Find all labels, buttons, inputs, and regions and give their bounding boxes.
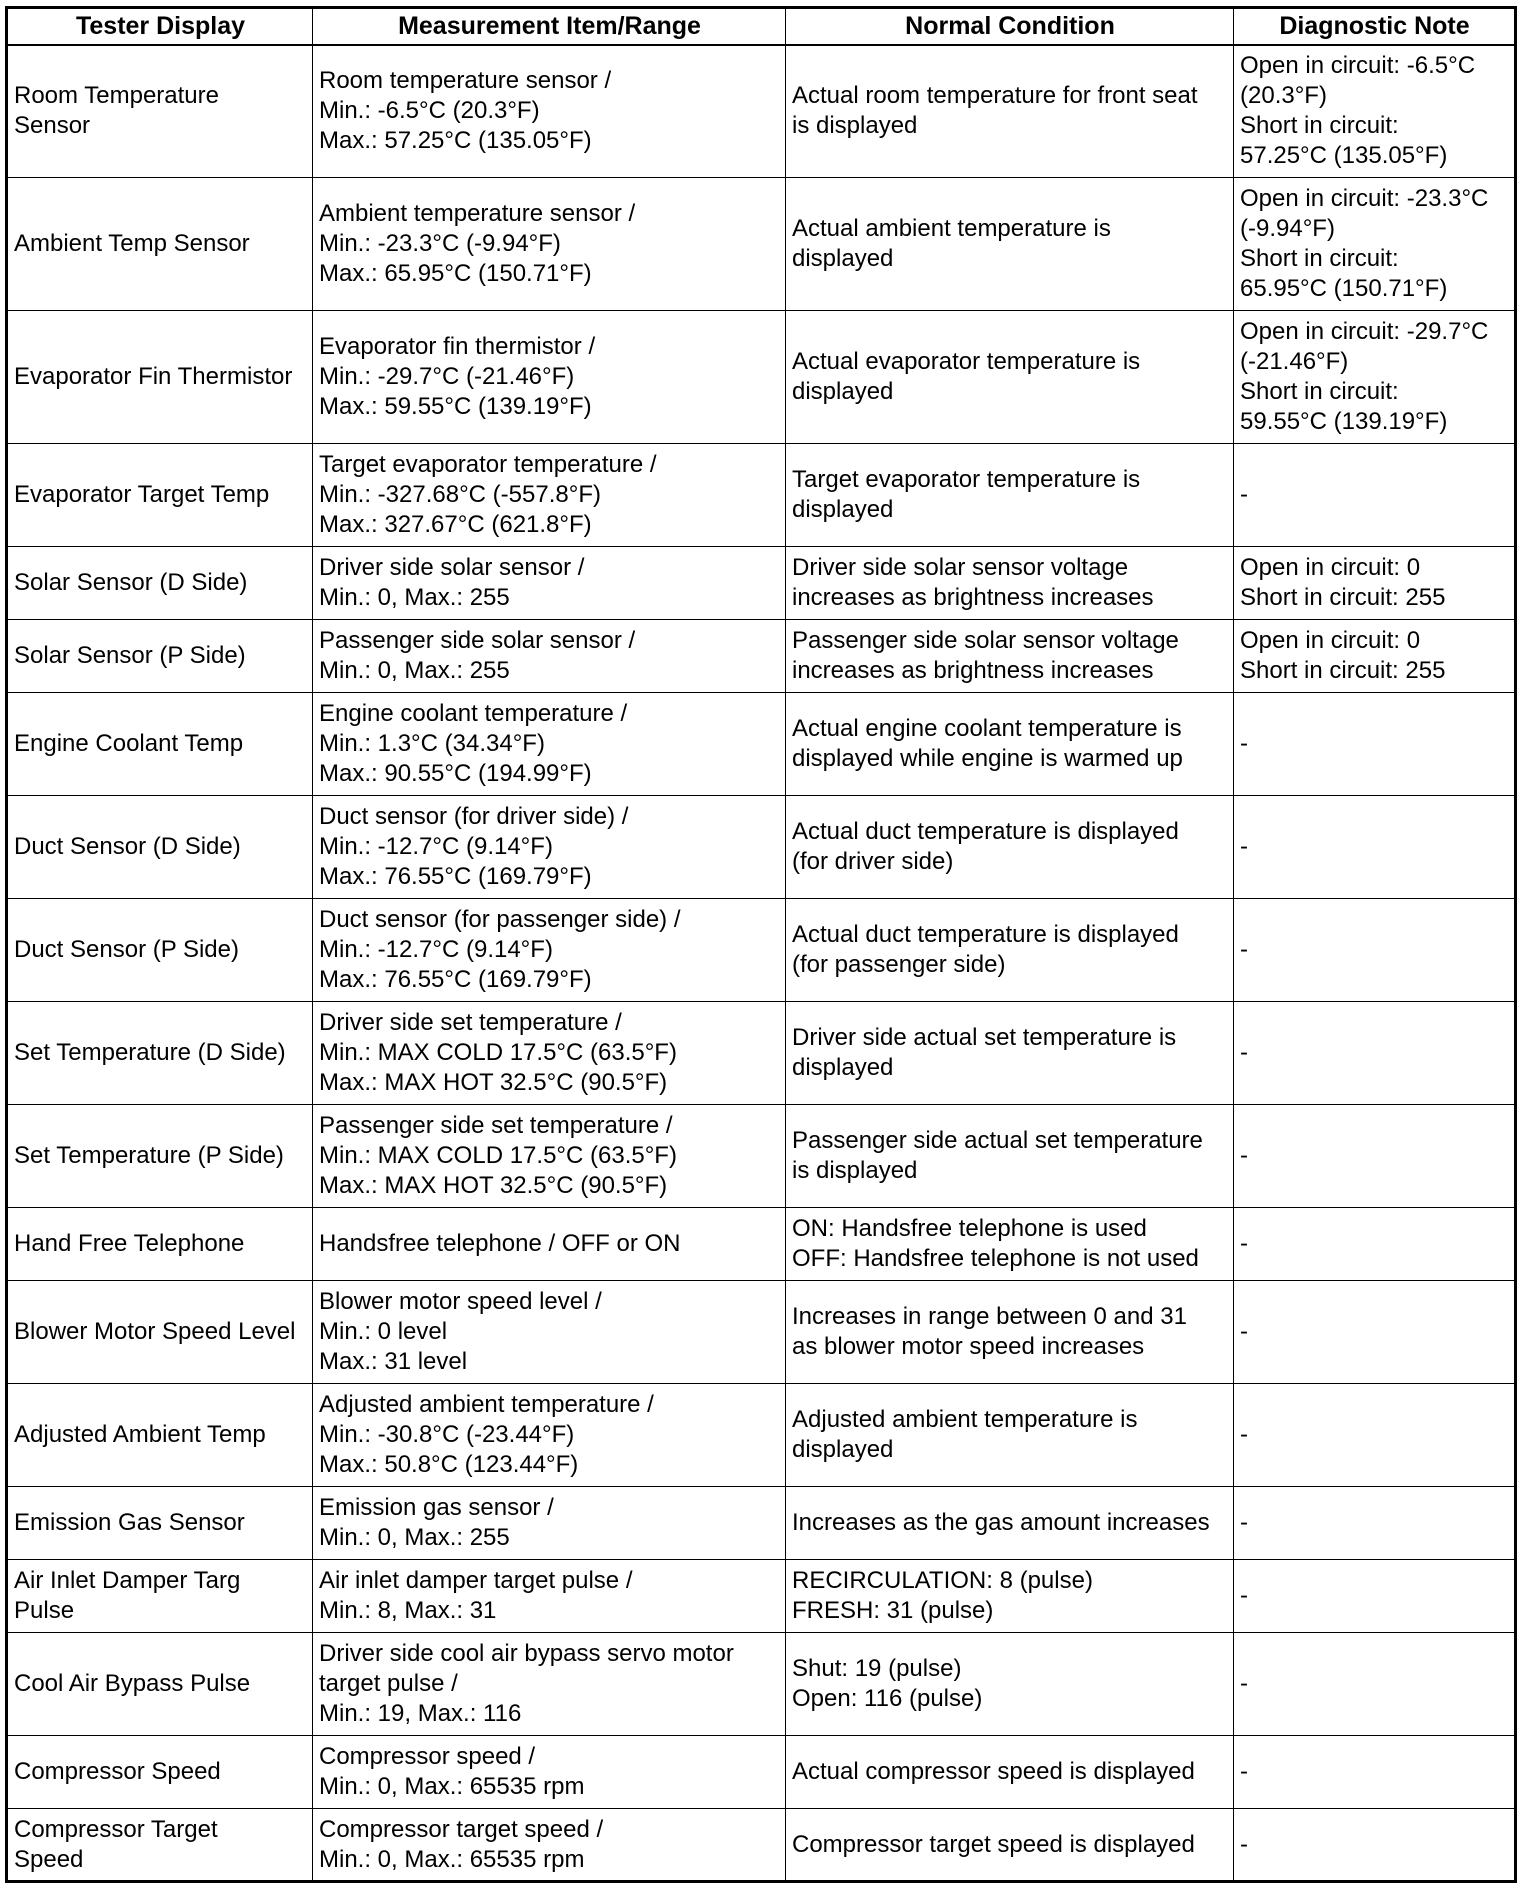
cell-tester-display: Room Temperature Sensor	[7, 45, 313, 178]
cell-tester-display: Adjusted Ambient Temp	[7, 1384, 313, 1487]
cell-measurement-range: Passenger side set temperature / Min.: MAX COLD 17.5°C (63.5°F) Max.: MAX HOT 32.5°C (90.5°F)	[313, 1105, 786, 1208]
cell-tester-display: Air Inlet Damper Targ Pulse	[7, 1560, 313, 1633]
table-row	[7, 178, 1516, 311]
cell-tester-display: Solar Sensor (D Side)	[7, 547, 313, 620]
table-row	[7, 1809, 1516, 1882]
cell-measurement-range: Duct sensor (for driver side) / Min.: -12.7°C (9.14°F) Max.: 76.55°C (169.79°F)	[313, 796, 786, 899]
table-row	[7, 1002, 1516, 1105]
cell-tester-display: Cool Air Bypass Pulse	[7, 1633, 313, 1736]
cell-tester-display: Engine Coolant Temp	[7, 693, 313, 796]
cell-diagnostic-note: Open in circuit: -6.5°C (20.3°F) Short in circuit: 57.25°C (135.05°F)	[1234, 45, 1516, 178]
cell-normal-condition: Increases as the gas amount increases	[786, 1487, 1234, 1560]
table-row	[7, 1105, 1516, 1208]
cell-normal-condition: Driver side solar sensor voltage increases as brightness increases	[786, 547, 1234, 620]
table-row	[7, 1281, 1516, 1384]
cell-measurement-range: Evaporator fin thermistor / Min.: -29.7°C (-21.46°F) Max.: 59.55°C (139.19°F)	[313, 311, 786, 444]
cell-tester-display: Set Temperature (D Side)	[7, 1002, 313, 1105]
cell-measurement-range: Driver side set temperature / Min.: MAX COLD 17.5°C (63.5°F) Max.: MAX HOT 32.5°C (90.5°F)	[313, 1002, 786, 1105]
cell-diagnostic-note: -	[1234, 1487, 1516, 1560]
diagnostic-table-container	[5, 6, 1514, 1874]
header-row	[7, 8, 1516, 45]
cell-tester-display: Solar Sensor (P Side)	[7, 620, 313, 693]
cell-measurement-range: Passenger side solar sensor / Min.: 0, Max.: 255	[313, 620, 786, 693]
cell-diagnostic-note: -	[1234, 444, 1516, 547]
cell-tester-display: Blower Motor Speed Level	[7, 1281, 313, 1384]
cell-diagnostic-note: Open in circuit: -29.7°C (-21.46°F) Short in circuit: 59.55°C (139.19°F)	[1234, 311, 1516, 444]
cell-measurement-range: Adjusted ambient temperature / Min.: -30.8°C (-23.44°F) Max.: 50.8°C (123.44°F)	[313, 1384, 786, 1487]
cell-diagnostic-note: -	[1234, 796, 1516, 899]
cell-tester-display: Compressor Speed	[7, 1736, 313, 1809]
cell-measurement-range: Engine coolant temperature / Min.: 1.3°C (34.34°F) Max.: 90.55°C (194.99°F)	[313, 693, 786, 796]
cell-diagnostic-note: Open in circuit: -23.3°C (-9.94°F) Short in circuit: 65.95°C (150.71°F)	[1234, 178, 1516, 311]
table-row	[7, 444, 1516, 547]
table-row	[7, 547, 1516, 620]
cell-measurement-range: Handsfree telephone / OFF or ON	[313, 1208, 786, 1281]
cell-diagnostic-note: -	[1234, 1281, 1516, 1384]
cell-normal-condition: Shut: 19 (pulse) Open: 116 (pulse)	[786, 1633, 1234, 1736]
cell-diagnostic-note: -	[1234, 1384, 1516, 1487]
table-row	[7, 1633, 1516, 1736]
cell-normal-condition: Actual evaporator temperature is displayed	[786, 311, 1234, 444]
cell-measurement-range: Target evaporator temperature / Min.: -327.68°C (-557.8°F) Max.: 327.67°C (621.8°F)	[313, 444, 786, 547]
cell-measurement-range: Ambient temperature sensor / Min.: -23.3°C (-9.94°F) Max.: 65.95°C (150.71°F)	[313, 178, 786, 311]
cell-diagnostic-note: -	[1234, 693, 1516, 796]
cell-normal-condition: Actual ambient temperature is displayed	[786, 178, 1234, 311]
table-row	[7, 45, 1516, 178]
cell-diagnostic-note: -	[1234, 899, 1516, 1002]
cell-normal-condition: Passenger side solar sensor voltage increases as brightness increases	[786, 620, 1234, 693]
cell-measurement-range: Compressor target speed / Min.: 0, Max.: 65535 rpm	[313, 1809, 786, 1882]
table-row	[7, 1384, 1516, 1487]
cell-tester-display: Ambient Temp Sensor	[7, 178, 313, 311]
cell-diagnostic-note: -	[1234, 1560, 1516, 1633]
table-row	[7, 899, 1516, 1002]
cell-measurement-range: Duct sensor (for passenger side) / Min.: -12.7°C (9.14°F) Max.: 76.55°C (169.79°F)	[313, 899, 786, 1002]
cell-tester-display: Evaporator Fin Thermistor	[7, 311, 313, 444]
cell-measurement-range: Driver side solar sensor / Min.: 0, Max.: 255	[313, 547, 786, 620]
cell-normal-condition: Increases in range between 0 and 31 as blower motor speed increases	[786, 1281, 1234, 1384]
cell-diagnostic-note: -	[1234, 1809, 1516, 1882]
header-normal-condition: Normal Condition	[786, 8, 1234, 45]
cell-tester-display: Compressor Target Speed	[7, 1809, 313, 1882]
header-tester-display: Tester Display	[7, 8, 313, 45]
cell-tester-display: Hand Free Telephone	[7, 1208, 313, 1281]
header-measurement-item-range: Measurement Item/Range	[313, 8, 786, 45]
table-row	[7, 1208, 1516, 1281]
cell-measurement-range: Air inlet damper target pulse / Min.: 8, Max.: 31	[313, 1560, 786, 1633]
cell-normal-condition: Passenger side actual set temperature is displayed	[786, 1105, 1234, 1208]
cell-tester-display: Set Temperature (P Side)	[7, 1105, 313, 1208]
cell-normal-condition: Actual duct temperature is displayed (for driver side)	[786, 796, 1234, 899]
cell-measurement-range: Compressor speed / Min.: 0, Max.: 65535 rpm	[313, 1736, 786, 1809]
cell-diagnostic-note: -	[1234, 1736, 1516, 1809]
cell-measurement-range: Room temperature sensor / Min.: -6.5°C (20.3°F) Max.: 57.25°C (135.05°F)	[313, 45, 786, 178]
table-row	[7, 796, 1516, 899]
table-row	[7, 693, 1516, 796]
cell-diagnostic-note: Open in circuit: 0 Short in circuit: 255	[1234, 547, 1516, 620]
cell-tester-display: Emission Gas Sensor	[7, 1487, 313, 1560]
cell-normal-condition: Target evaporator temperature is displayed	[786, 444, 1234, 547]
header-diagnostic-note: Diagnostic Note	[1234, 8, 1516, 45]
cell-normal-condition: Compressor target speed is displayed	[786, 1809, 1234, 1882]
cell-diagnostic-note: Open in circuit: 0 Short in circuit: 255	[1234, 620, 1516, 693]
cell-normal-condition: ON: Handsfree telephone is used OFF: Handsfree telephone is not used	[786, 1208, 1234, 1281]
cell-tester-display: Duct Sensor (P Side)	[7, 899, 313, 1002]
cell-normal-condition: Actual duct temperature is displayed (for passenger side)	[786, 899, 1234, 1002]
diagnostic-table	[5, 6, 1517, 1883]
cell-measurement-range: Driver side cool air bypass servo motor target pulse / Min.: 19, Max.: 116	[313, 1633, 786, 1736]
cell-tester-display: Evaporator Target Temp	[7, 444, 313, 547]
table-row	[7, 620, 1516, 693]
cell-normal-condition: Actual room temperature for front seat is displayed	[786, 45, 1234, 178]
cell-normal-condition: Actual engine coolant temperature is displayed while engine is warmed up	[786, 693, 1234, 796]
cell-normal-condition: Driver side actual set temperature is displayed	[786, 1002, 1234, 1105]
cell-normal-condition: RECIRCULATION: 8 (pulse) FRESH: 31 (pulse)	[786, 1560, 1234, 1633]
cell-measurement-range: Emission gas sensor / Min.: 0, Max.: 255	[313, 1487, 786, 1560]
cell-diagnostic-note: -	[1234, 1002, 1516, 1105]
cell-diagnostic-note: -	[1234, 1633, 1516, 1736]
cell-diagnostic-note: -	[1234, 1208, 1516, 1281]
cell-normal-condition: Actual compressor speed is displayed	[786, 1736, 1234, 1809]
table-row	[7, 311, 1516, 444]
table-row	[7, 1736, 1516, 1809]
cell-tester-display: Duct Sensor (D Side)	[7, 796, 313, 899]
cell-measurement-range: Blower motor speed level / Min.: 0 level Max.: 31 level	[313, 1281, 786, 1384]
table-row	[7, 1487, 1516, 1560]
cell-normal-condition: Adjusted ambient temperature is displayed	[786, 1384, 1234, 1487]
cell-diagnostic-note: -	[1234, 1105, 1516, 1208]
table-row	[7, 1560, 1516, 1633]
